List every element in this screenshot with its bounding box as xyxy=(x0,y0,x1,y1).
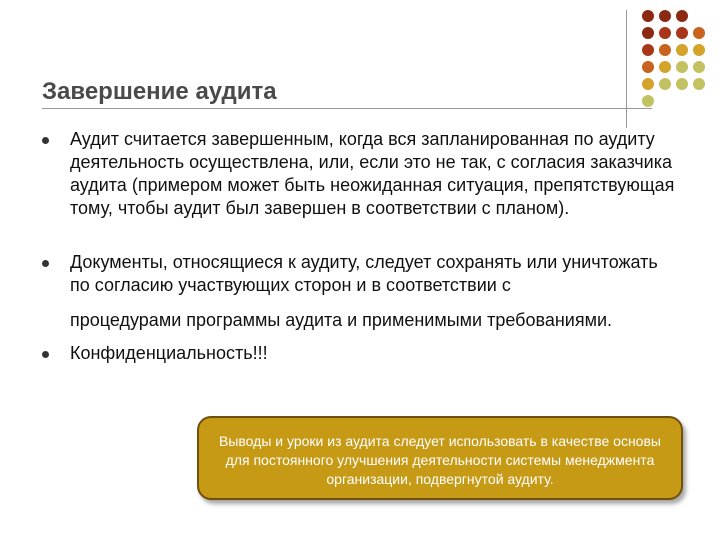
decorative-dot xyxy=(659,78,671,90)
decorative-dot xyxy=(659,27,671,39)
decorative-dot xyxy=(676,10,688,22)
bullet-dot-icon xyxy=(42,351,49,358)
decorative-dot xyxy=(642,27,654,39)
decorative-dot xyxy=(659,44,671,56)
decorative-dot xyxy=(693,44,705,56)
bullet-text: Конфиденциальность!!! xyxy=(70,343,268,363)
decorative-dot xyxy=(693,78,705,90)
title-underline xyxy=(42,108,652,109)
bullet-item xyxy=(42,251,682,332)
bullet-dot-icon xyxy=(42,260,49,267)
decorative-dot xyxy=(676,78,688,90)
decorative-dot xyxy=(659,61,671,73)
decorative-dot xyxy=(642,44,654,56)
decorative-dot xyxy=(642,78,654,90)
decorative-dot xyxy=(659,10,671,22)
decorative-dot xyxy=(676,61,688,73)
decorative-dot xyxy=(642,95,654,107)
slide-title: Завершение аудита xyxy=(42,78,277,105)
decorative-dots xyxy=(638,10,716,110)
callout-box: Выводы и уроки из аудита следует использовать в качестве основы для постоянного улучшения деятельности системы менеджмента организации, подвергнутой аудиту. xyxy=(197,416,683,500)
bullet-item xyxy=(42,128,682,220)
vertical-divider xyxy=(626,10,627,128)
decorative-dot xyxy=(642,10,654,22)
decorative-dot xyxy=(676,27,688,39)
decorative-dot xyxy=(642,61,654,73)
bullet-text: Аудит считается завершенным, когда вся запланированная по аудиту деятельность осуществлена, или, если это не так, с согласия заказчика аудита (примером может быть неожиданная ситуация, препятствующая тому, чтобы аудит был завершен в соответствии с планом). xyxy=(70,129,675,218)
decorative-dot xyxy=(676,44,688,56)
decorative-dot xyxy=(693,61,705,73)
decorative-dot xyxy=(693,27,705,39)
bullet-dot-icon xyxy=(42,137,49,144)
bullet-text: Документы, относящиеся к аудиту, следует сохранять или уничтожать по согласию участвующих сторон и в соответствии с xyxy=(70,252,658,295)
bullet-item xyxy=(42,342,268,365)
bullet-text-continuation: процедурами программы аудита и применимыми требованиями. xyxy=(70,310,613,330)
